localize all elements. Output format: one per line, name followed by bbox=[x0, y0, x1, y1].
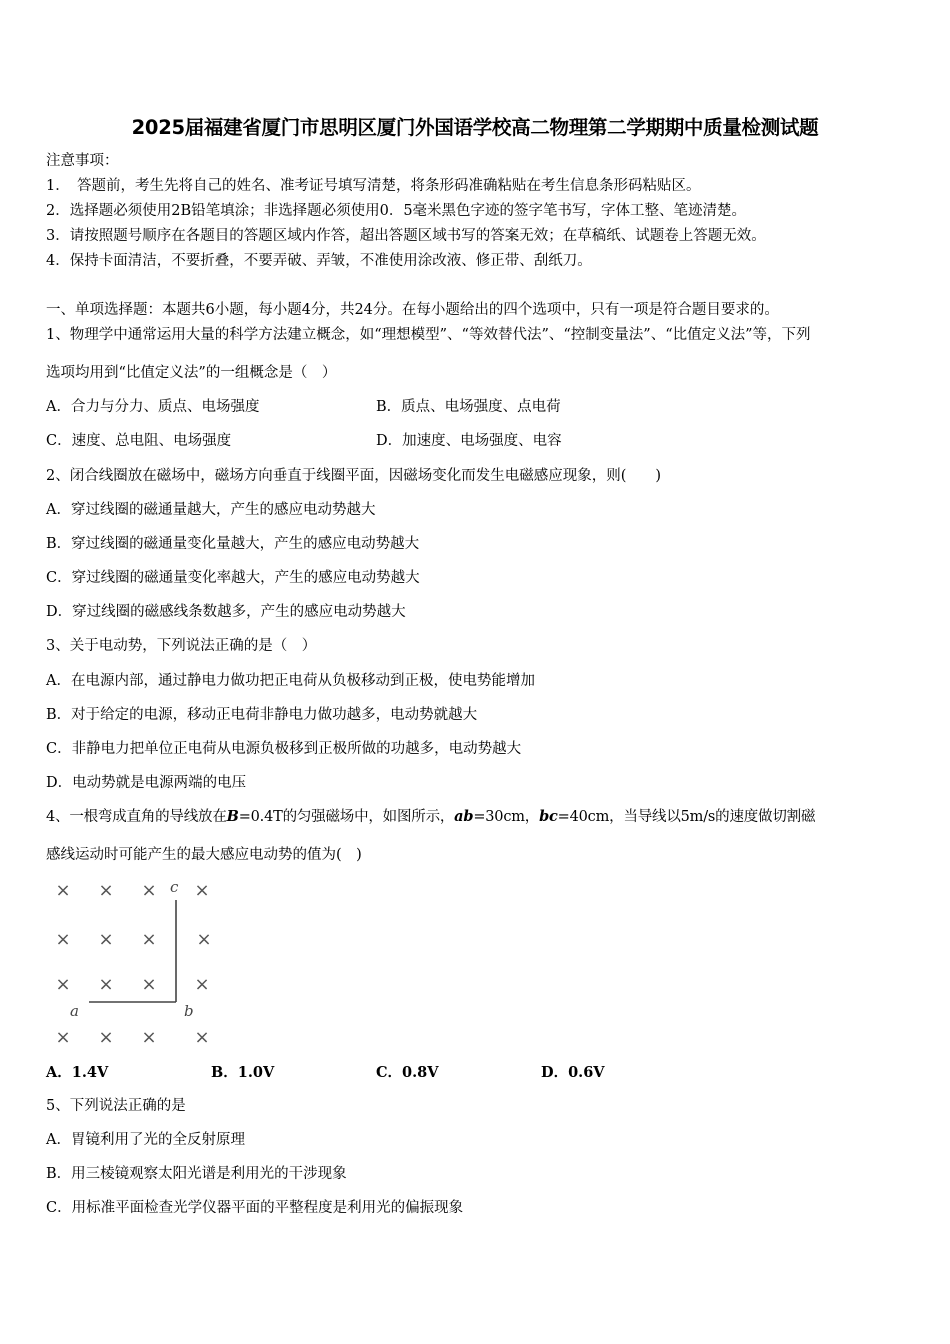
note-item-4: 4．保持卡面清洁，不要折叠，不要弄破、弄皱，不准使用涂改液、修正带、刮纸刀。 bbox=[46, 253, 592, 269]
q4-option-d: D．0.6V bbox=[541, 1064, 605, 1081]
note-item-3: 3．请按照题号顺序在各题目的答题区域内作答，超出答题区域书写的答案无效；在草稿纸、试题卷上答题无效。 bbox=[46, 228, 766, 244]
field-cross: × bbox=[98, 1027, 114, 1048]
field-cross: × bbox=[55, 880, 71, 901]
note-item-1: 1． 答题前，考生先将自己的姓名、准考证号填写清楚，将条形码准确粘贴在考生信息条形码粘贴区。 bbox=[46, 178, 701, 194]
field-cross: × bbox=[194, 974, 210, 995]
magnetic-field-figure bbox=[50, 876, 220, 1051]
field-cross: × bbox=[55, 929, 71, 950]
section-1-heading: 一、单项选择题：本题共6小题，每小题4分，共24分。在每小题给出的四个选项中，只有一项是符合题目要求的。 bbox=[46, 302, 779, 318]
field-cross: × bbox=[98, 880, 114, 901]
field-cross: × bbox=[55, 974, 71, 995]
field-cross: × bbox=[194, 1027, 210, 1048]
q4-symbol-bc: bc bbox=[539, 808, 558, 825]
q4-stem-part4: =40cm，当导线以5m/s的速度做切割磁 bbox=[557, 809, 816, 825]
q3-option-c: C．非静电力把单位正电荷从电源负极移到正极所做的功越多，电动势越大 bbox=[46, 741, 522, 757]
q4-stem-part3: =30cm， bbox=[473, 809, 540, 825]
q4-stem-part1: 4、一根弯成直角的导线放在 bbox=[46, 809, 227, 825]
q5-option-c: C．用标准平面检查光学仪器平面的平整程度是利用光的偏振现象 bbox=[46, 1200, 464, 1216]
q1-option-b: B．质点、电场强度、点电荷 bbox=[376, 399, 561, 415]
q4-option-b: B．1.0V bbox=[211, 1064, 275, 1081]
q2-option-a: A．穿过线圈的磁通量越大，产生的感应电动势越大 bbox=[46, 502, 376, 518]
q1-option-a: A．合力与分力、质点、电场强度 bbox=[46, 399, 260, 415]
note-item-2: 2．选择题必须使用2B铅笔填涂；非选择题必须使用0．5毫米黑色字迹的签字笔书写，字体工整、笔迹清楚。 bbox=[46, 203, 747, 219]
q2-stem: 2、闭合线圈放在磁场中，磁场方向垂直于线圈平面，因磁场变化而发生电磁感应现象，则( ) bbox=[46, 468, 662, 484]
q2-option-c: C．穿过线圈的磁通量变化率越大，产生的感应电动势越大 bbox=[46, 570, 420, 586]
q1-stem-line1: 1、物理学中通常运用大量的科学方法建立概念，如“理想模型”、“等效替代法”、“控制变量法”、“比值定义法”等，下列 bbox=[46, 327, 811, 343]
q3-stem: 3、关于电动势，下列说法正确的是（ ） bbox=[46, 638, 317, 654]
field-cross: × bbox=[98, 929, 114, 950]
q4-stem-line1 bbox=[46, 808, 815, 826]
field-cross: × bbox=[141, 974, 157, 995]
q4-stem-part2: =0.4T的匀强磁场中，如图所示， bbox=[238, 809, 455, 825]
exam-title: 2025届福建省厦门市思明区厦门外国语学校高二物理第二学期期中质量检测试题 bbox=[131, 116, 819, 139]
q1-option-c: C．速度、总电阻、电场强度 bbox=[46, 433, 232, 449]
q4-symbol-b: B bbox=[226, 808, 239, 825]
q4-option-c: C．0.8V bbox=[376, 1064, 439, 1081]
q3-option-b: B．对于给定的电源，移动正电荷非静电力做功越多，电动势就越大 bbox=[46, 707, 478, 723]
field-cross: × bbox=[55, 1027, 71, 1048]
q5-stem: 5、下列说法正确的是 bbox=[46, 1098, 186, 1114]
q4-stem-line2: 感线运动时可能产生的最大感应电动势的值为( ) bbox=[46, 847, 362, 863]
field-cross: × bbox=[141, 929, 157, 950]
field-cross: × bbox=[98, 974, 114, 995]
field-cross: × bbox=[194, 880, 210, 901]
label-b: b bbox=[184, 1002, 194, 1020]
q2-option-b: B．穿过线圈的磁通量变化量越大，产生的感应电动势越大 bbox=[46, 536, 420, 552]
q1-stem-line2: 选项均用到“比值定义法”的一组概念是（ ） bbox=[46, 365, 337, 381]
notes-heading: 注意事项： bbox=[46, 153, 119, 169]
label-c: c bbox=[170, 878, 179, 896]
q4-option-a: A．1.4V bbox=[46, 1064, 109, 1081]
q3-option-d: D．电动势就是电源两端的电压 bbox=[46, 775, 247, 791]
label-a: a bbox=[70, 1002, 79, 1020]
field-cross: × bbox=[141, 880, 157, 901]
q3-option-a: A．在电源内部，通过静电力做功把正电荷从负极移动到正极，使电势能增加 bbox=[46, 673, 535, 689]
q2-option-d: D．穿过线圈的磁感线条数越多，产生的感应电动势越大 bbox=[46, 604, 406, 620]
field-cross: × bbox=[196, 929, 212, 950]
q5-option-a: A．胃镜利用了光的全反射原理 bbox=[46, 1132, 245, 1148]
q5-option-b: B．用三棱镜观察太阳光谱是利用光的干涉现象 bbox=[46, 1166, 347, 1182]
q4-symbol-ab: ab bbox=[454, 808, 474, 825]
field-cross: × bbox=[141, 1027, 157, 1048]
q1-option-d: D．加速度、电场强度、电容 bbox=[376, 433, 562, 449]
